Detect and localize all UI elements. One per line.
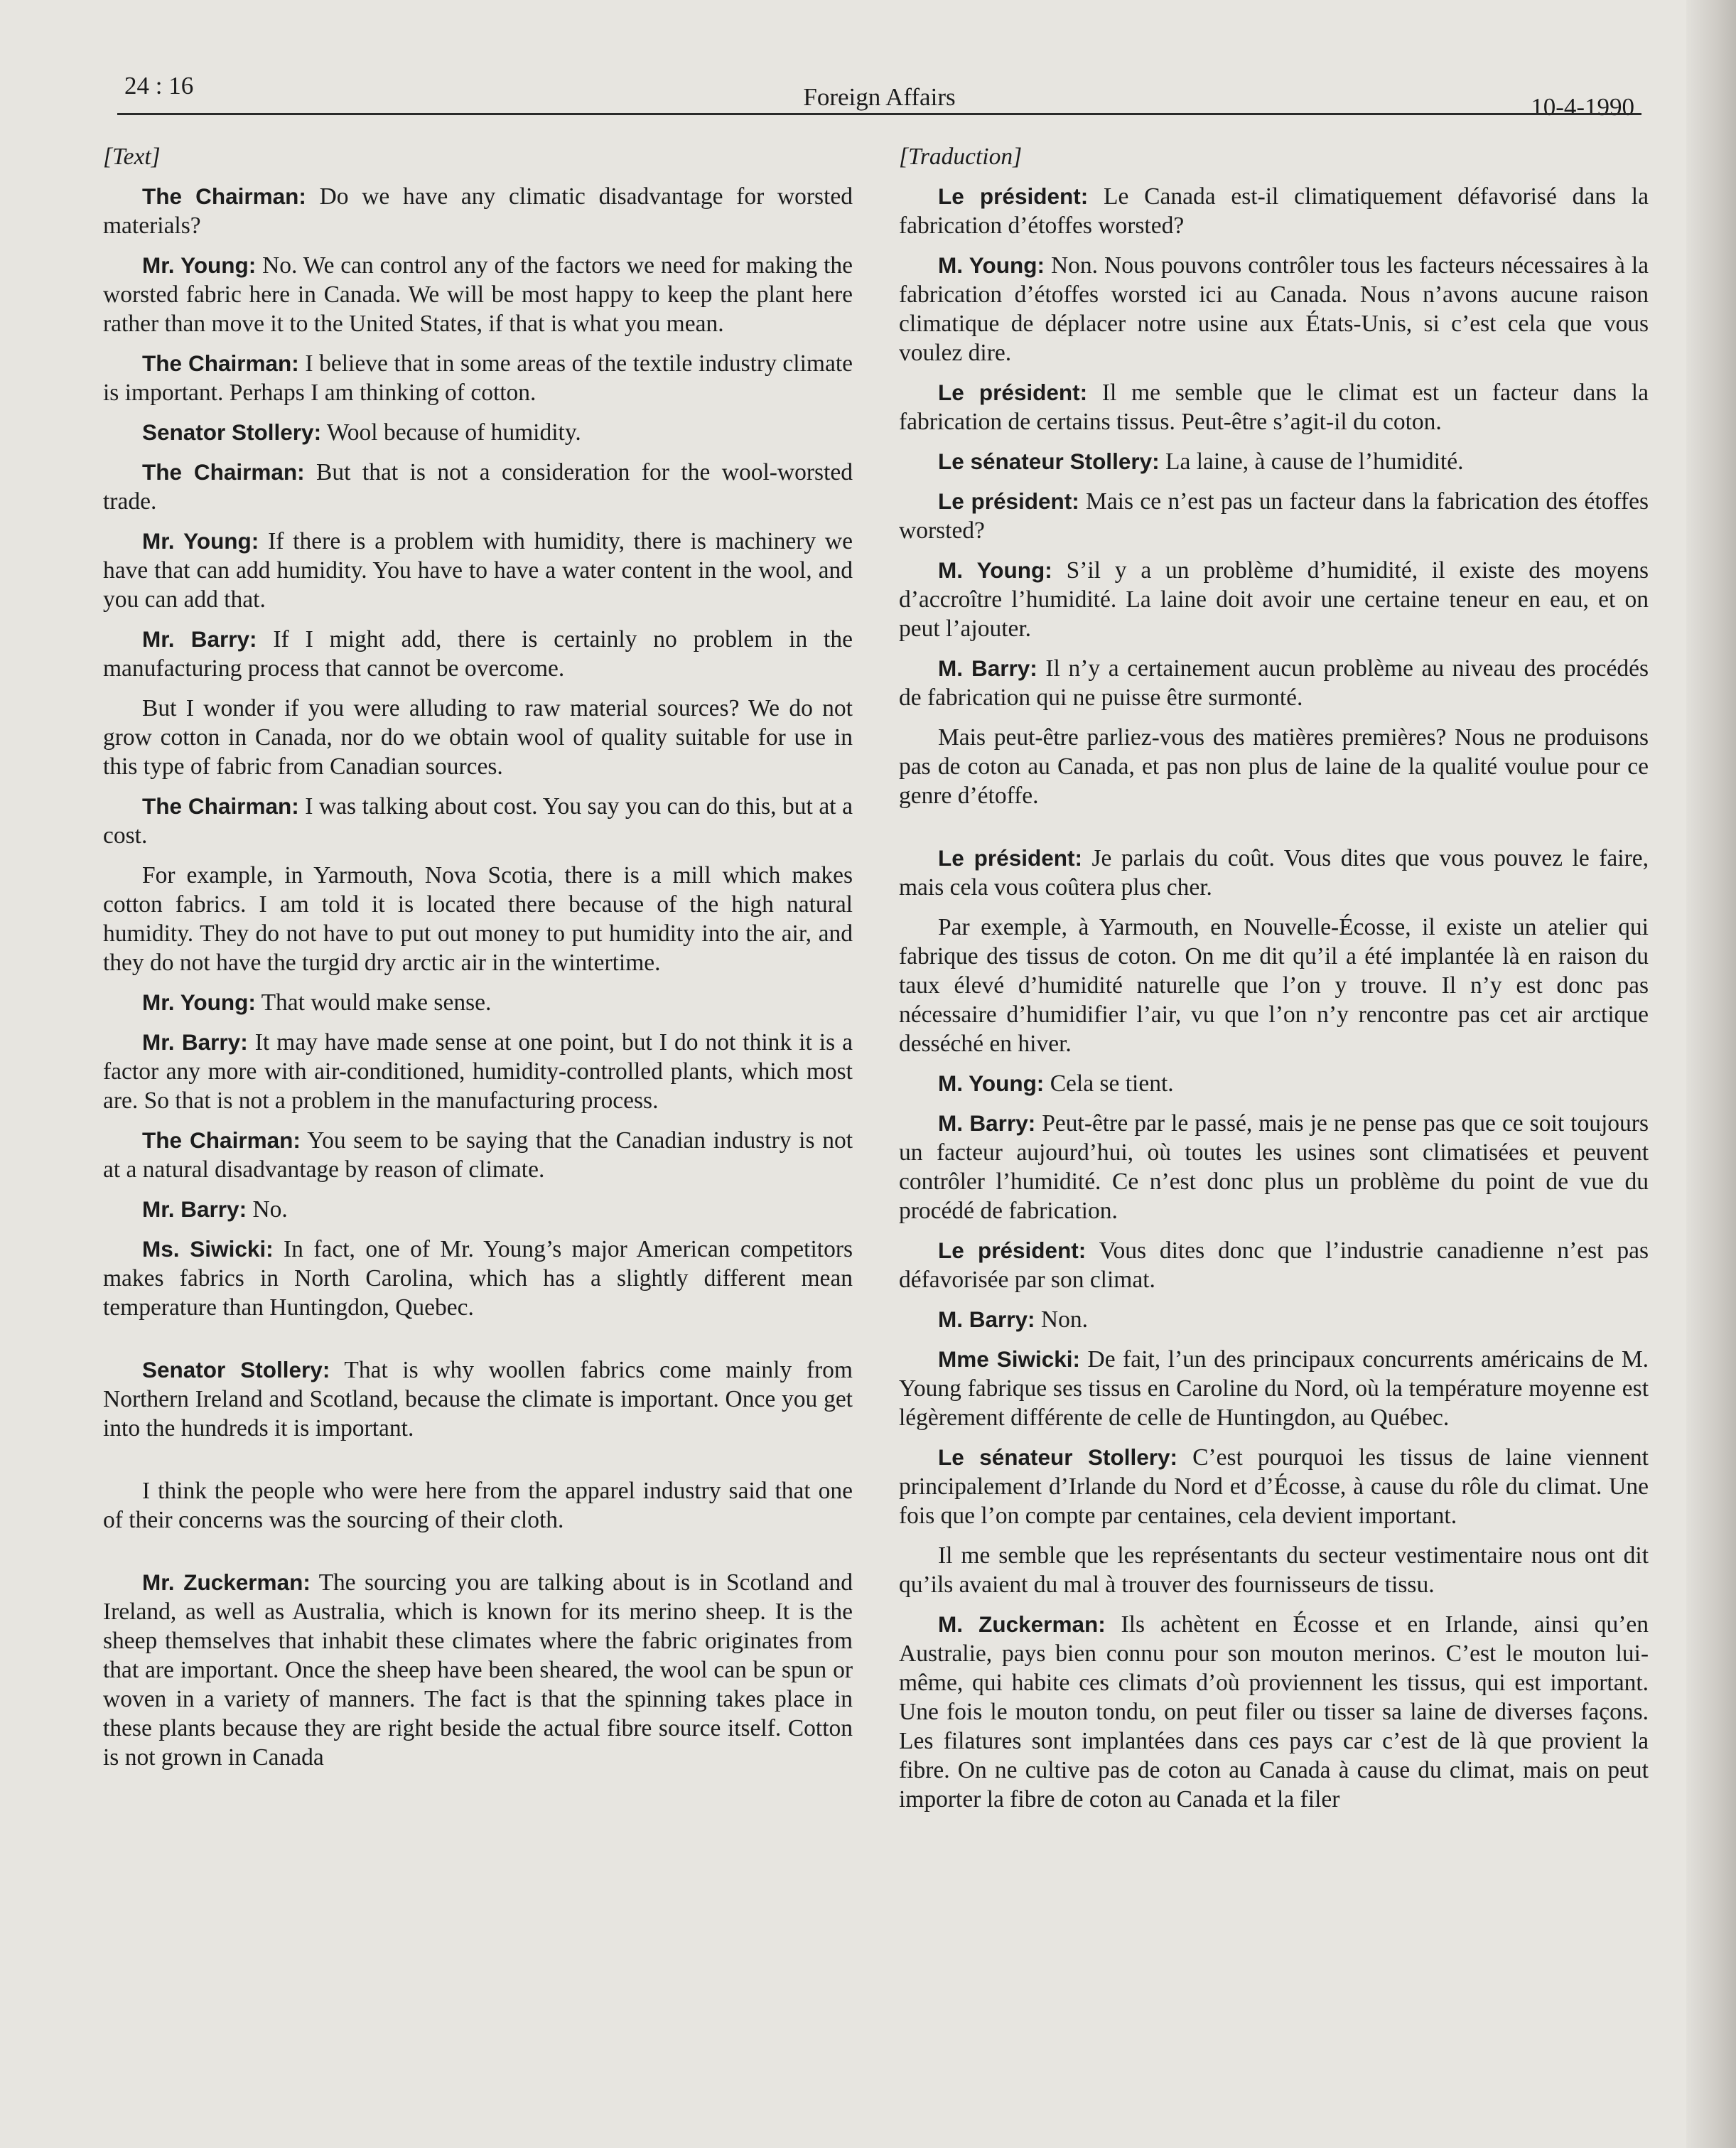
paragraph xyxy=(899,487,1649,545)
paragraph xyxy=(899,378,1649,436)
speech: Do we have any climatic disadvantage for worsted materials? xyxy=(103,183,853,239)
speech: Le Canada est-il climatiquement défavorisé dans la fabrication d’étoffes worsted? xyxy=(899,183,1649,239)
speaker: Mr. Zuckerman: xyxy=(142,1569,311,1595)
speech: Wool because of humidity. xyxy=(321,419,581,446)
paragraph xyxy=(103,988,853,1017)
paragraph xyxy=(103,458,853,516)
speaker: M. Young: xyxy=(938,557,1052,583)
paragraph xyxy=(103,625,853,683)
paragraph xyxy=(899,723,1649,810)
paragraph xyxy=(899,1236,1649,1294)
speech: Peut-être par le passé, mais je ne pense pas que ce soit toujours un facteur aujourd’hui, où toutes les usines sont climatisées et peuvent contrôler l’humidité. Ce n’est donc plus un problème du point de vue du procédé de fabrication. xyxy=(899,1110,1649,1224)
speaker: Mr. Young: xyxy=(142,252,257,278)
running-title: Foreign Affairs xyxy=(803,83,956,111)
speech: But that is not a consideration for the wool-worsted trade. xyxy=(103,459,853,515)
speech: Cela se tient. xyxy=(1044,1070,1174,1097)
spacer xyxy=(899,821,1649,844)
language-tag: [Traduction] xyxy=(899,144,1023,170)
speaker: M. Young: xyxy=(938,252,1045,278)
page-number: 24 : 16 xyxy=(124,72,194,100)
speaker: Senator Stollery: xyxy=(142,419,322,445)
language-tag: [Text] xyxy=(103,144,161,170)
speech: For example, in Yarmouth, Nova Scotia, there is a mill which makes cotton fabrics. I am told it is located there because of the high natural humidity. They do not have to put out money to put humidity into the air, and they do not have the turgid dry arctic air in the wintertime. xyxy=(103,862,853,976)
speech: La laine, à cause de l’humidité. xyxy=(1159,449,1464,475)
paragraph xyxy=(899,1541,1649,1599)
speaker: Senator Stollery: xyxy=(142,1357,330,1382)
spacer xyxy=(103,1454,853,1476)
paragraph xyxy=(899,182,1649,240)
speech: Vous dites donc que l’industrie canadienne n’est pas défavorisée par son climat. xyxy=(899,1237,1649,1293)
speaker: Le sénateur Stollery: xyxy=(938,1444,1178,1470)
speaker: M. Barry: xyxy=(938,655,1037,681)
speech: You seem to be saying that the Canadian industry is not at a natural disadvantage by reason of climate. xyxy=(103,1127,853,1183)
speech: In fact, one of Mr. Young’s major American competitors makes fabrics in North Carolina, which has a slightly different mean temperature than Huntingdon, Quebec. xyxy=(103,1236,853,1321)
speech: No. xyxy=(247,1196,288,1223)
paragraph xyxy=(899,1069,1649,1098)
speaker: M. Young: xyxy=(938,1070,1045,1096)
paragraph xyxy=(899,1345,1649,1432)
paragraph xyxy=(103,349,853,407)
speaker: The Chairman: xyxy=(142,350,299,376)
speech: Il me semble que le climat est un facteur dans la fabrication de certains tissus. Peut-être s’agit-il du coton. xyxy=(899,380,1649,435)
paper-edge xyxy=(1686,0,1736,2148)
speech: I was talking about cost. You say you can do this, but at a cost. xyxy=(103,793,853,849)
paragraph xyxy=(899,447,1649,476)
speech: It may have made sense at one point, but I do not think it is a factor any more with air-conditioned, humidity-controlled plants, which most are. So that is not a problem in the manufacturing process. xyxy=(103,1029,853,1114)
speech: Il me semble que les représentants du secteur vestimentaire nous ont dit qu’ils avaient du mal à trouver des fournisseurs de tissu. xyxy=(899,1542,1649,1598)
speech: That would make sense. xyxy=(255,989,492,1016)
speaker: Mr. Young: xyxy=(142,989,256,1015)
speech: Il n’y a certainement aucun problème au niveau des procédés de fabrication qui ne puisse être surmonté. xyxy=(899,655,1649,711)
paragraph xyxy=(103,694,853,781)
speaker: Mme Siwicki: xyxy=(938,1346,1080,1372)
paragraph xyxy=(899,251,1649,367)
speaker: Ms. Siwicki: xyxy=(142,1236,274,1262)
english-column xyxy=(103,142,853,1783)
paragraph xyxy=(103,861,853,977)
speech: De fait, l’un des principaux concurrents américains de M. Young fabrique ses tissus en Caroline du Nord, où la température moyenne est légèrement différente de celle de Huntingdon, au Québec. xyxy=(899,1346,1649,1431)
speech: Par exemple, à Yarmouth, en Nouvelle-Écosse, il existe un atelier qui fabrique des tissus de coton. On me dit qu’il a été implantée là en raison du taux élevé d’humidité naturelle que l’on y trouve. Il n’y est donc pas nécessaire d’humidifier l’air, vu que l’on n’y rencontre pas cet air arctique desséché en hiver. xyxy=(899,914,1649,1057)
speaker: M. Barry: xyxy=(938,1110,1036,1136)
speech: The sourcing you are talking about is in Scotland and Ireland, as well as Australia, which is known for its merino sheep. It is the sheep themselves that inhabit these climates where the fabric originates from that are important. Once the sheep have been sheared, the wool can be spun or woven in a variety of manners. The fact is that the spinning takes place in these plants because they are right beside the actual fibre source itself. Cotton is not grown in Canada xyxy=(103,1569,853,1771)
spacer xyxy=(103,1545,853,1568)
speech: S’il y a un problème d’humidité, il existe des moyens d’accroître l’humidité. La laine doit avoir une certaine teneur en eau, et on peut l’ajouter. xyxy=(899,557,1649,642)
speaker: Le président: xyxy=(938,1237,1087,1263)
speaker: The Chairman: xyxy=(142,183,306,209)
paragraph xyxy=(899,654,1649,712)
paragraph xyxy=(899,556,1649,643)
paragraph xyxy=(899,1443,1649,1530)
speaker: Mr. Young: xyxy=(142,528,259,554)
speech: If there is a problem with humidity, there is machinery we have that can add humidity. You have to have a water content in the wool, and you can add that. xyxy=(103,528,853,613)
speech: Ils achètent en Écosse et en Irlande, ainsi qu’en Australie, pays bien connu pour son mouton merinos. C’est le mouton lui-même, qui habite ces climats d’où proviennent les tissus, qui est important. Une fois le mouton tondu, on peut filer ou tisser sa laine de diverses façons. Les filatures sont implantées dans ces pays car c’est de là que provient la fibre. On ne cultive pas de coton au Canada à cause du climat, mais on peut importer la fibre de coton au Canada et la filer xyxy=(899,1611,1649,1813)
speaker: Mr. Barry: xyxy=(142,1196,247,1222)
paragraph xyxy=(103,182,853,240)
speaker: The Chairman: xyxy=(142,793,299,819)
speech: I think the people who were here from the apparel industry said that one of their concerns was the sourcing of their cloth. xyxy=(103,1478,853,1533)
sitting-date: 10-4-1990 xyxy=(1531,93,1634,121)
speaker: Le sénateur Stollery: xyxy=(938,449,1160,474)
speech: C’est pourquoi les tissus de laine viennent principalement d’Irlande du Nord et d’Écosse, à cause du rôle du climat. Une fois que l’on compte par centaines, cela devient important. xyxy=(899,1444,1649,1529)
speech: Mais peut-être parliez-vous des matières premières? Nous ne produisons pas de coton au Canada, et pas non plus de laine de la qualité voulue pour ce genre d’étoffe. xyxy=(899,724,1649,809)
speech: That is why woollen fabrics come mainly from Northern Ireland and Scotland, because the climate is important. Once you get into the hundreds it is important. xyxy=(103,1357,853,1441)
paragraph xyxy=(899,1305,1649,1334)
speech: Non. Nous pouvons contrôler tous les facteurs nécessaires à la fabrication d’étoffes worsted ici au Canada. Nous n’avons aucune raison climatique de déplacer notre usine aux États-Unis, si c’est cela que vous voulez dire. xyxy=(899,252,1649,366)
paragraph xyxy=(103,1028,853,1115)
speaker: M. Zuckerman: xyxy=(938,1611,1106,1637)
paragraph xyxy=(103,1568,853,1772)
paragraph xyxy=(899,844,1649,902)
speaker: The Chairman: xyxy=(142,459,305,485)
speaker: Le président: xyxy=(938,183,1089,209)
paragraph xyxy=(899,1610,1649,1814)
paragraph xyxy=(899,1109,1649,1225)
paragraph xyxy=(103,527,853,614)
speech: I believe that in some areas of the textile industry climate is important. Perhaps I am thinking of cotton. xyxy=(103,350,853,406)
speaker: Le président: xyxy=(938,380,1088,405)
header-rule xyxy=(117,113,1641,115)
speaker: Le président: xyxy=(938,845,1082,871)
spacer xyxy=(103,1333,853,1355)
speaker: The Chairman: xyxy=(142,1127,301,1153)
paragraph xyxy=(103,1235,853,1322)
speaker: Mr. Barry: xyxy=(142,626,257,652)
page-header xyxy=(117,68,1641,124)
paragraph xyxy=(103,792,853,850)
speech: If I might add, there is certainly no problem in the manufacturing process that cannot be overcome. xyxy=(103,626,853,682)
speaker: Mr. Barry: xyxy=(142,1029,248,1055)
speaker: M. Barry: xyxy=(938,1306,1035,1332)
speech: Je parlais du coût. Vous dites que vous pouvez le faire, mais cela vous coûtera plus cher. xyxy=(899,845,1649,901)
paragraph xyxy=(103,418,853,447)
speech: But I wonder if you were alluding to raw material sources? We do not grow cotton in Canada, nor do we obtain wool of quality suitable for use in this type of fabric from Canadian sources. xyxy=(103,695,853,780)
paragraph xyxy=(899,913,1649,1058)
french-column xyxy=(899,142,1649,1825)
paragraph xyxy=(103,1126,853,1184)
speech: No. We can control any of the factors we need for making the worsted fabric here in Canada. We will be most happy to keep the plant here rather than move it to the United States, if that is what you mean. xyxy=(103,252,853,337)
paragraph xyxy=(103,1355,853,1443)
speech: Mais ce n’est pas un facteur dans la fabrication des étoffes worsted? xyxy=(899,488,1649,544)
speaker: Le président: xyxy=(938,488,1079,514)
paragraph xyxy=(103,251,853,338)
speech: Non. xyxy=(1035,1306,1088,1333)
paragraph xyxy=(103,1476,853,1535)
paragraph xyxy=(103,1195,853,1224)
